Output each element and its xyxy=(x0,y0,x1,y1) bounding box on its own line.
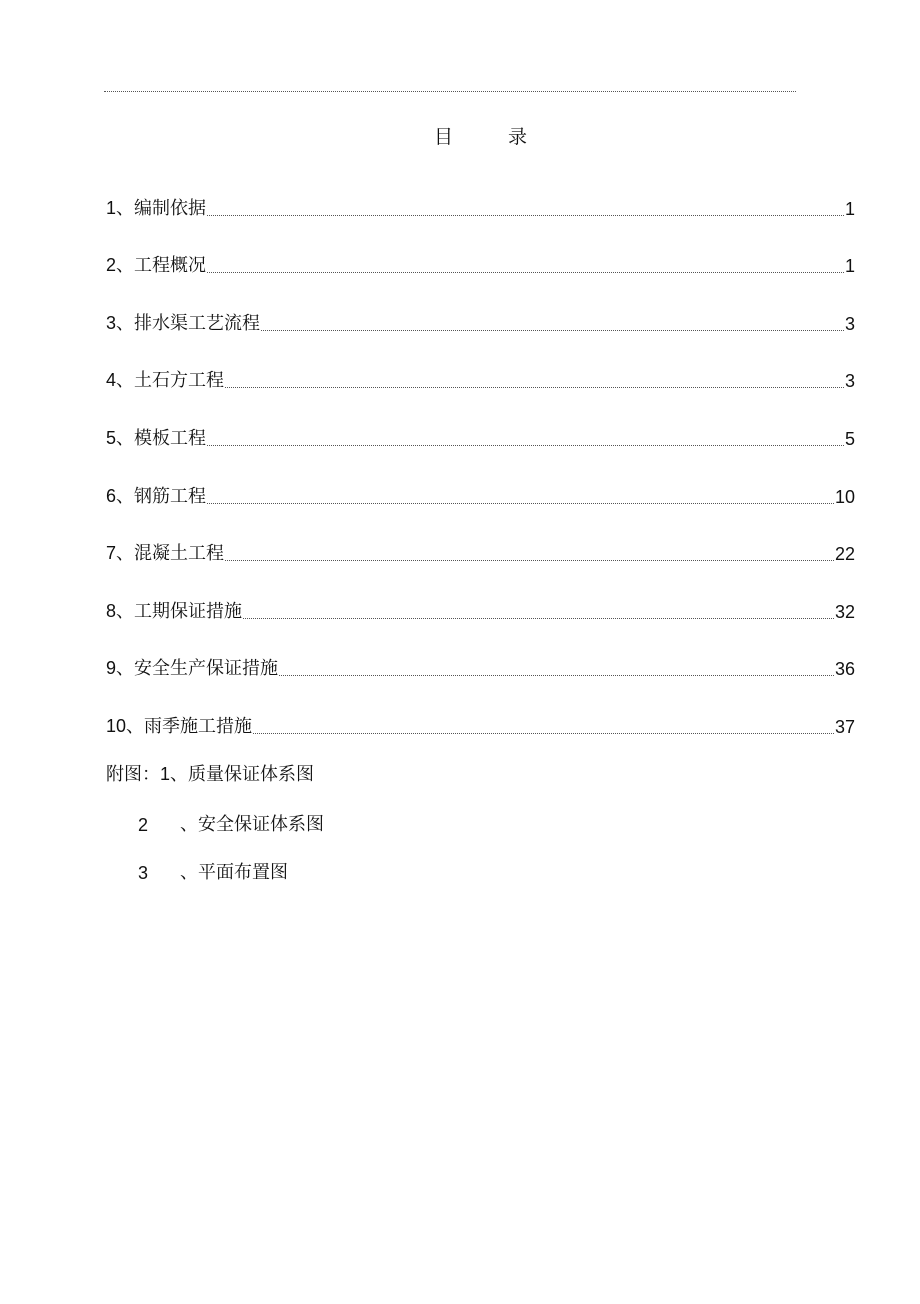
toc-entry-3[interactable] xyxy=(106,301,855,359)
toc-entry-label: 1、编制依据 xyxy=(106,197,207,219)
appendix-item-text: 、质量保证体系图 xyxy=(170,764,315,785)
appendix-item-text: 、安全保证体系图 xyxy=(180,814,324,835)
toc-title-char-1: 目 xyxy=(434,126,454,148)
dot-leader xyxy=(207,445,844,446)
dot-leader xyxy=(243,618,834,619)
appendix-line-2 xyxy=(138,813,398,837)
dot-leader xyxy=(279,675,834,676)
toc-entry-6[interactable] xyxy=(106,474,855,532)
appendix-line-1 xyxy=(106,762,314,787)
toc-entry-9[interactable] xyxy=(106,647,855,705)
toc-page-number: 32 xyxy=(834,601,855,622)
toc-entry-10[interactable] xyxy=(106,704,855,762)
toc-entry-label: 4、土石方工程 xyxy=(106,370,225,392)
toc-entry-label: 9、安全生产保证措施 xyxy=(106,658,279,680)
dot-leader xyxy=(253,733,834,734)
appendix-item-number: 3 xyxy=(138,863,149,883)
toc-title xyxy=(0,124,920,154)
toc-entry-label: 3、排水渠工艺流程 xyxy=(106,312,261,334)
dot-leader xyxy=(261,330,844,331)
toc-entry-label: 8、工期保证措施 xyxy=(106,600,243,622)
toc-entry-2[interactable] xyxy=(106,244,855,302)
toc-page-number: 1 xyxy=(844,198,855,219)
toc-list xyxy=(106,186,855,762)
appendix-item-text: 、平面布置图 xyxy=(180,862,288,883)
toc-entry-label: 5、模板工程 xyxy=(106,427,207,449)
toc-page-number: 10 xyxy=(834,486,855,507)
dot-leader xyxy=(207,272,844,273)
dot-leader xyxy=(225,560,834,561)
toc-entry-8[interactable] xyxy=(106,589,855,647)
toc-entry-label: 10、雨季施工措施 xyxy=(106,715,253,737)
appendix-item-number: 1 xyxy=(160,764,171,784)
header-rule xyxy=(104,91,796,92)
dot-leader xyxy=(207,215,844,216)
toc-page-number: 37 xyxy=(834,716,855,737)
appendix-item-number: 2 xyxy=(138,815,149,835)
toc-entry-label: 7、混凝土工程 xyxy=(106,543,225,565)
toc-page-number: 22 xyxy=(834,544,855,565)
toc-entry-1[interactable] xyxy=(106,186,855,244)
toc-page-number: 3 xyxy=(844,313,855,334)
dot-leader xyxy=(225,387,844,388)
toc-page-number: 36 xyxy=(834,659,855,680)
dot-leader xyxy=(207,503,834,504)
toc-entry-7[interactable] xyxy=(106,532,855,590)
toc-title-char-2: 录 xyxy=(508,126,528,148)
toc-page-number: 3 xyxy=(844,371,855,392)
toc-page-number: 5 xyxy=(844,428,855,449)
toc-entry-5[interactable] xyxy=(106,416,855,474)
toc-entry-label: 6、钢筋工程 xyxy=(106,485,207,507)
toc-entry-4[interactable] xyxy=(106,359,855,417)
appendix-prefix: 附图： xyxy=(106,764,160,785)
toc-entry-label: 2、工程概况 xyxy=(106,255,207,277)
appendix-line-3 xyxy=(138,861,398,885)
toc-page-number: 1 xyxy=(844,256,855,277)
